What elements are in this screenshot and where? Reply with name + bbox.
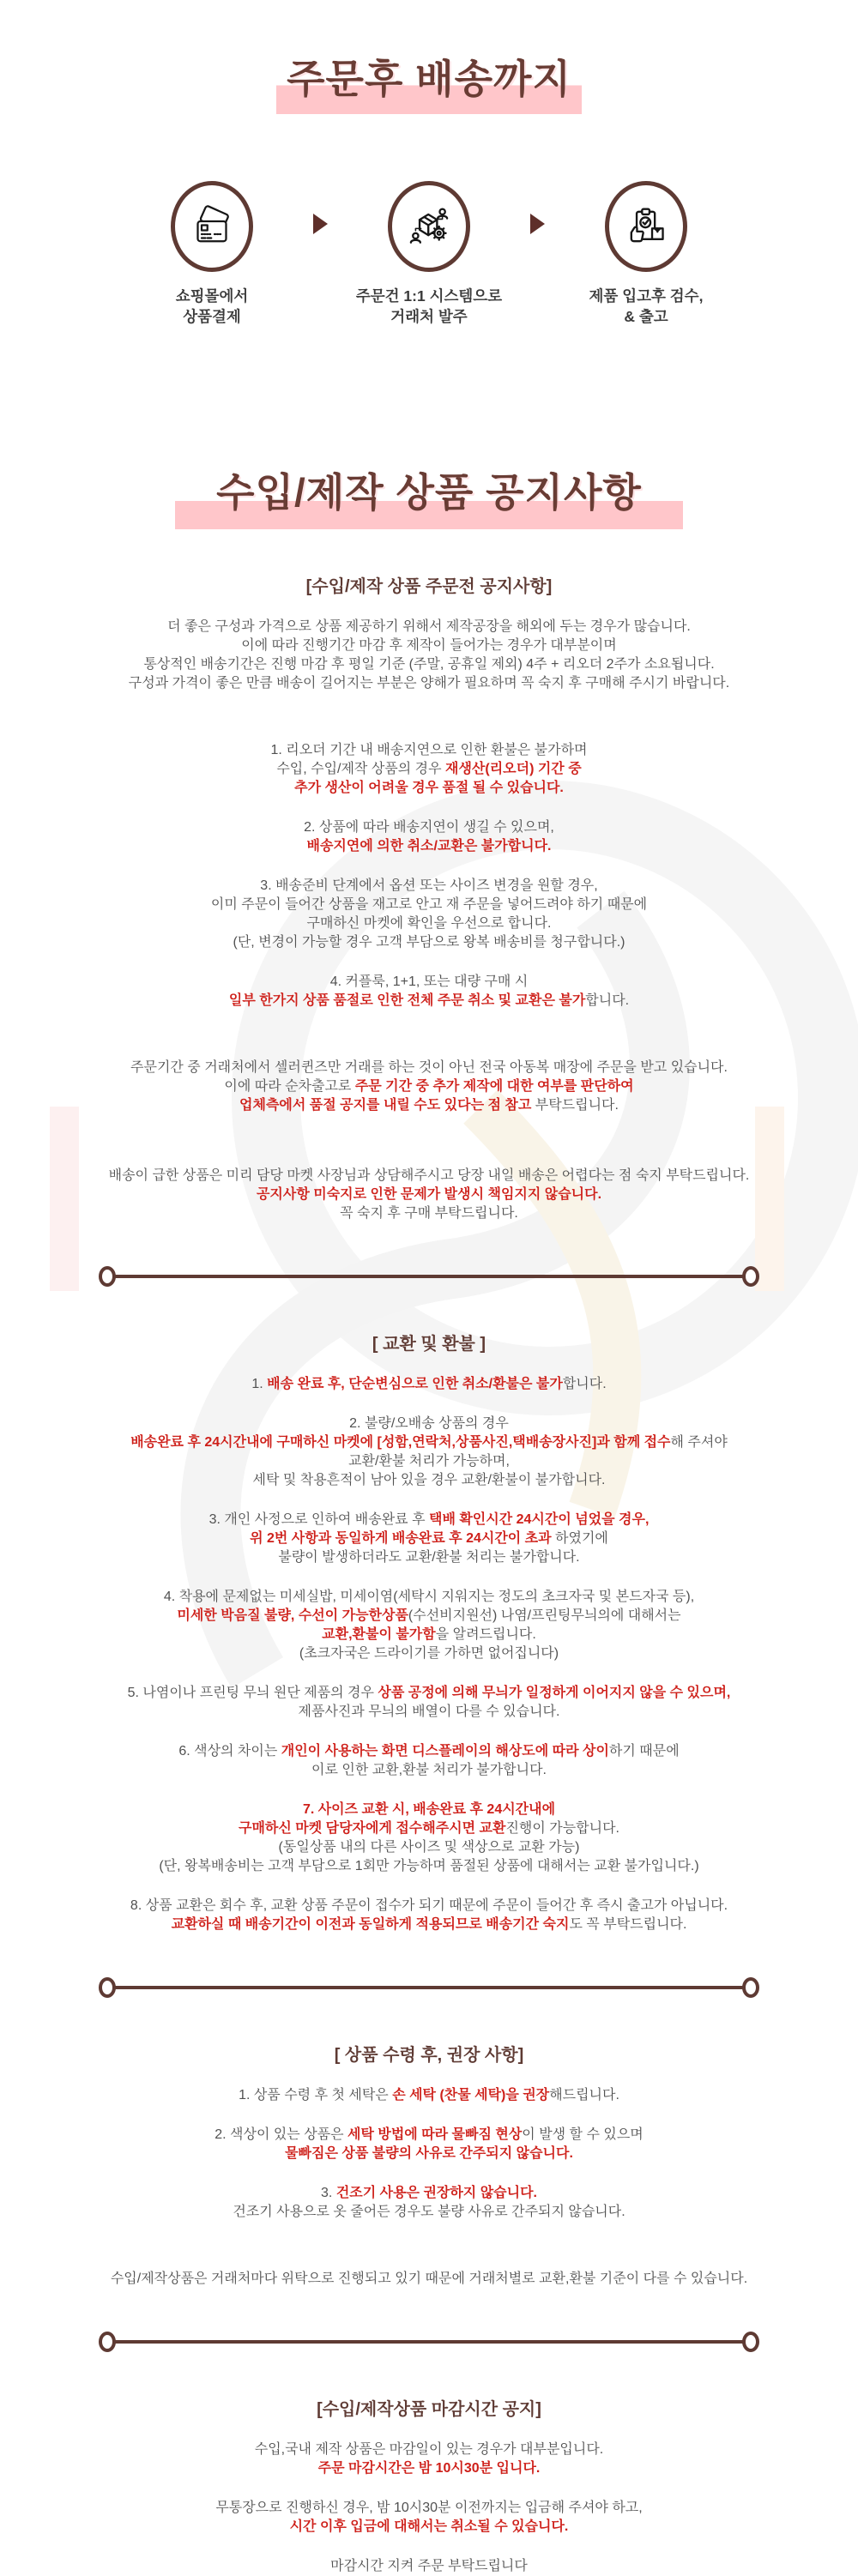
red-emphasis-text: 교환,환불이 불가함 xyxy=(322,1626,436,1642)
body-text: 이에 따라 순차출고로 xyxy=(224,1078,355,1094)
order-system-icon xyxy=(408,205,450,248)
notice-block xyxy=(0,2440,858,2478)
red-emphasis-text: 위 2번 사항과 동일하게 배송완료 후 24시간이 초과 xyxy=(250,1530,552,1546)
notice-line xyxy=(0,1167,858,1185)
notice-line xyxy=(0,1471,858,1490)
notice-line xyxy=(0,1185,858,1204)
notice-line xyxy=(0,655,858,674)
notice-line xyxy=(0,1838,858,1857)
notice-line xyxy=(0,674,858,693)
notice-block xyxy=(0,973,858,1010)
body-text: 6. 색상의 차이는 xyxy=(178,1743,281,1759)
red-emphasis-text: 개인이 사용하는 화면 디스플레이의 해상도에 따라 상이 xyxy=(281,1743,609,1759)
arrow-right-icon xyxy=(530,214,545,234)
notice-line xyxy=(0,818,858,837)
body-text: 5. 나염이나 프린팅 무늬 원단 제품의 경우 xyxy=(127,1685,378,1700)
red-emphasis-text: 재생산(리오더) 기간 중 xyxy=(445,761,582,776)
section-heading: [수입/제작상품 마감시간 공지] xyxy=(317,2399,541,2419)
body-text: 구매하신 마켓에 확인을 우선으로 합니다. xyxy=(306,915,552,931)
body-text: 진행이 가능합니다. xyxy=(505,1820,619,1836)
red-emphasis-text: 일부 한가지 상품 품절로 인한 전체 주문 취소 및 교환은 불가 xyxy=(228,992,586,1008)
section-divider xyxy=(99,1977,759,1998)
body-text: 도 꼭 부탁드립니다. xyxy=(569,1916,687,1932)
notice-block xyxy=(0,1059,858,1115)
red-emphasis-text: 시간 이후 입금에 대해서는 취소될 수 있습니다. xyxy=(289,2519,569,2534)
body-text: 2. 상품에 따라 배송지연이 생길 수 있으며, xyxy=(304,819,554,835)
process-step xyxy=(126,181,298,328)
notice-line xyxy=(0,1761,858,1780)
body-text: 이 발생 할 수 있으며 xyxy=(522,2127,644,2142)
body-text: 불량이 발생하더라도 교환/환불 처리는 불가합니다. xyxy=(278,1549,580,1565)
notice-line xyxy=(0,1819,858,1838)
divider-ring-left xyxy=(99,1977,116,1998)
notice-block xyxy=(0,2557,858,2576)
body-text: 꼭 숙지 후 구매 부탁드립니다. xyxy=(340,1205,518,1221)
body-text: 2. 불량/오배송 상품의 경우 xyxy=(349,1415,509,1431)
notice-section-title-highlight: 수입/제작 상품 공지사항 xyxy=(175,470,683,529)
page-title-highlight: 주문후 배송까지 xyxy=(276,57,582,114)
red-emphasis-text: 공지사항 미숙지로 인한 문제가 발생시 책임지지 않습니다. xyxy=(256,1186,602,1202)
notice-line xyxy=(0,760,858,779)
notice-line xyxy=(0,1684,858,1703)
notice-block xyxy=(0,2126,858,2163)
body-text: (단, 왕복배송비는 고객 부담으로 1회만 가능하며 품절된 상품에 대해서는 교환 불가입니다.) xyxy=(159,1858,699,1873)
notice-line xyxy=(0,896,858,914)
notice-block xyxy=(0,618,858,693)
divider-line xyxy=(114,2340,744,2344)
notice-block xyxy=(0,877,858,952)
red-emphasis-text: 교환하실 때 배송기간이 이전과 동일하게 적용되므로 배송기간 숙지 xyxy=(171,1916,570,1932)
notice-line xyxy=(0,1548,858,1567)
body-text: 부탁드립니다. xyxy=(531,1097,619,1113)
process-step-label: 주문건 1:1 시스템으로 거래처 발주 xyxy=(355,287,503,326)
notice-line xyxy=(0,2203,858,2222)
divider-ring-right xyxy=(742,2332,759,2352)
section-heading: [ 상품 수령 후, 권장 사항] xyxy=(334,2045,524,2065)
notice-block xyxy=(0,2184,858,2222)
body-text: 세탁 및 착용흔적이 남아 있을 경우 교환/환불이 불가합니다. xyxy=(252,1472,606,1487)
notice-line xyxy=(0,2440,858,2459)
process-step-label: 제품 입고후 검수, & 출고 xyxy=(589,287,704,326)
order-process-steps xyxy=(0,181,858,328)
red-emphasis-text: 배송지연에 의한 취소/교환은 불가합니다. xyxy=(306,838,552,854)
notice-line xyxy=(0,837,858,856)
body-text: 통상적인 배송기간은 진행 마감 후 평일 기준 (주말, 공휴일 제외) 4주 + 리오더 2주가 소요됩니다. xyxy=(143,656,715,672)
notice-line xyxy=(0,1096,858,1115)
notice-line xyxy=(0,1415,858,1433)
body-text: 합니다. xyxy=(585,992,630,1008)
notice-line xyxy=(0,1626,858,1644)
body-text: 1. xyxy=(251,1376,268,1391)
body-text: 1. 상품 수령 후 첫 세탁은 xyxy=(239,2087,393,2102)
notice-line xyxy=(0,1375,858,1394)
body-text: (초크자국은 드라이기를 가하면 없어집니다) xyxy=(299,1645,559,1661)
process-step-circle xyxy=(388,181,470,272)
body-text: 2. 색상이 있는 상품은 xyxy=(214,2127,348,2142)
process-step-circle xyxy=(605,181,687,272)
arrow-right-icon xyxy=(313,214,328,234)
notice-block xyxy=(0,1415,858,1490)
body-text: 4. 착용에 문제없는 미세실밥, 미세이염(세탁시 지워지는 정도의 초크자국 및 본드자국 등), xyxy=(163,1589,695,1604)
process-step-label: 쇼핑몰에서 상품결제 xyxy=(175,287,249,326)
notice-block xyxy=(0,1742,858,1780)
notice-line xyxy=(0,2518,858,2537)
notice-line xyxy=(0,618,858,636)
red-emphasis-text: 세탁 방법에 따라 물빠짐 현상 xyxy=(347,2127,523,2142)
notice-block xyxy=(0,818,858,856)
notice-block xyxy=(0,1167,858,1223)
divider-line xyxy=(114,1275,744,1278)
notice-line xyxy=(0,1644,858,1663)
body-text: 이로 인한 교환,환불 처리가 불가합니다. xyxy=(311,1762,547,1777)
notice-line xyxy=(0,779,858,798)
body-text: 해 주셔야 xyxy=(670,1434,728,1450)
red-emphasis-text: 구매하신 마켓 담당자에게 접수해주시면 교환 xyxy=(239,1820,506,1836)
notice-block xyxy=(0,1801,858,1876)
notice-line xyxy=(0,1204,858,1223)
notice-line xyxy=(0,2459,858,2478)
notice-line xyxy=(0,1897,858,1915)
notice-block xyxy=(0,2270,858,2289)
body-text: 교환/환불 처리가 가능하며, xyxy=(348,1453,510,1469)
divider-ring-right xyxy=(742,1266,759,1287)
notice-line xyxy=(0,1915,858,1934)
notice-line xyxy=(0,1059,858,1077)
notice-block xyxy=(0,2499,858,2537)
notice-line xyxy=(0,2086,858,2105)
notice-line xyxy=(0,1588,858,1607)
page-title xyxy=(0,0,858,102)
red-emphasis-text: 배송완료 후 24시간내에 구매하신 마켓에 [성함,연락처,상품사진,택배송장사진]과 함께 접수 xyxy=(130,1434,671,1450)
notice-section-title xyxy=(0,470,858,516)
notice-line xyxy=(0,1703,858,1722)
body-text: 3. 개인 사정으로 인하여 배송완료 후 xyxy=(208,1511,429,1527)
notice-line xyxy=(0,2145,858,2163)
body-text: (동일상품 내의 다른 사이즈 및 색상으로 교환 가능) xyxy=(278,1839,580,1855)
notice-line xyxy=(0,741,858,760)
notice-block xyxy=(0,1897,858,1934)
notice-line xyxy=(0,933,858,952)
notice-line xyxy=(0,914,858,933)
red-emphasis-text: 미세한 박음질 불량, 수선이 가능한상품 xyxy=(177,1608,408,1623)
red-emphasis-text: 건조기 사용은 권장하지 않습니다. xyxy=(335,2185,537,2200)
red-emphasis-text: 택배 확인시간 24시간이 넘었을 경우, xyxy=(428,1511,650,1527)
notice-line xyxy=(0,1857,858,1876)
body-text: 무통장으로 진행하신 경우, 밤 10시30분 이전까지는 입금해 주셔야 하고, xyxy=(215,2500,643,2515)
body-text: 배송이 급한 상품은 미리 담당 마켓 사장님과 상담해주시고 당장 내일 배송은 어렵다는 점 숙지 부탁드립니다. xyxy=(108,1167,750,1183)
body-text: 해드립니다. xyxy=(549,2087,619,2102)
body-text: (단, 변경이 가능할 경우 고객 부담으로 왕복 배송비를 청구합니다.) xyxy=(233,934,625,950)
red-emphasis-text: 7. 사이즈 교환 시, 배송완료 후 24시간내에 xyxy=(302,1801,556,1817)
notice-block xyxy=(0,1684,858,1722)
body-text: 합니다. xyxy=(562,1376,607,1391)
red-emphasis-text: 업체측에서 품절 공지를 내릴 수도 있다는 점 참고 xyxy=(239,1097,532,1113)
notice-line xyxy=(0,2499,858,2518)
notice-line xyxy=(0,1801,858,1819)
body-text: 구성과 가격이 좋은 만큼 배송이 길어지는 부분은 양해가 필요하며 꼭 숙지 후 구매해 주시기 바랍니다. xyxy=(128,675,730,691)
notice-line xyxy=(0,2270,858,2289)
body-text: 3. 배송준비 단계에서 옵션 또는 사이즈 변경을 원할 경우, xyxy=(260,878,598,893)
notice-line xyxy=(0,1529,858,1548)
body-text: 수입, 수입/제작 상품의 경우 xyxy=(276,761,446,776)
notice-line xyxy=(0,2126,858,2145)
red-emphasis-text: 배송 완료 후, 단순변심으로 인한 취소/환불은 불가 xyxy=(267,1376,563,1391)
notice-line xyxy=(0,1511,858,1529)
notice-body xyxy=(0,572,858,2576)
notice-line xyxy=(0,1433,858,1452)
body-text: 마감시간 지켜 주문 부탁드립니다 xyxy=(330,2558,528,2573)
process-step xyxy=(560,181,732,328)
body-text: 1. 리오더 기간 내 배송지연으로 인한 환불은 불가하며 xyxy=(270,742,588,757)
divider-ring-left xyxy=(99,1266,116,1287)
body-text: 4. 커플룩, 1+1, 또는 대량 구매 시 xyxy=(329,974,529,989)
red-emphasis-text: 물빠짐은 상품 불량의 사유로 간주되지 않습니다. xyxy=(285,2145,573,2161)
body-text: 이미 주문이 들어간 상품을 재고로 안고 재 주문을 넣어드려야 하기 때문에 xyxy=(210,896,648,912)
body-text: 을 알려드립니다. xyxy=(435,1626,536,1642)
red-emphasis-text: 상품 공정에 의해 무늬가 일정하게 이어지지 않을 수 있으며, xyxy=(378,1685,731,1700)
body-text: 수입,국내 제작 상품은 마감일이 있는 경우가 대부분입니다. xyxy=(254,2441,604,2457)
body-text: 수입/제작상품은 거래처마다 위탁으로 진행되고 있기 때문에 거래처별로 교환,환불 기준이 다를 수 있습니다. xyxy=(110,2271,748,2286)
notice-line xyxy=(0,1607,858,1626)
body-text: 이에 따라 진행기간 마감 후 제작이 들어가는 경우가 대부분이며 xyxy=(241,637,617,653)
notice-line xyxy=(0,1452,858,1471)
body-text: 주문기간 중 거래처에서 셀러퀸즈만 거래를 하는 것이 아닌 전국 아동복 매장에 주문을 받고 있습니다. xyxy=(130,1059,728,1075)
notice-block xyxy=(0,1588,858,1663)
notice-block xyxy=(0,1511,858,1567)
credit-card-icon xyxy=(191,206,233,247)
section-heading: [수입/제작 상품 주문전 공지사항] xyxy=(305,576,553,596)
section-heading: [ 교환 및 환불 ] xyxy=(372,1334,486,1354)
notice-line xyxy=(0,2184,858,2203)
inspection-icon xyxy=(625,205,668,248)
notice-line xyxy=(0,877,858,896)
section-divider xyxy=(99,1266,759,1287)
notice-line xyxy=(0,1077,858,1096)
notice-line xyxy=(0,2557,858,2576)
section-divider xyxy=(99,2332,759,2352)
process-step-circle xyxy=(171,181,253,272)
notice-line xyxy=(0,992,858,1010)
body-text: 건조기 사용으로 옷 줄어든 경우도 불량 사유로 간주되지 않습니다. xyxy=(233,2204,625,2219)
notice-block xyxy=(0,741,858,798)
process-step xyxy=(343,181,515,328)
body-text: 하였기에 xyxy=(551,1530,608,1546)
notice-line xyxy=(0,636,858,655)
notice-block xyxy=(0,2086,858,2105)
body-text: (수선비지원선) 나염/프린팅무늬의에 대해서는 xyxy=(408,1608,681,1623)
divider-line xyxy=(114,1986,744,1989)
divider-ring-right xyxy=(742,1977,759,1998)
body-text: 더 좋은 구성과 가격으로 상품 제공하기 위해서 제작공장을 해외에 두는 경우가 많습니다. xyxy=(167,618,691,634)
red-emphasis-text: 주문 마감시간은 밤 10시30분 입니다. xyxy=(317,2460,541,2476)
red-emphasis-text: 손 세탁 (찬물 세탁)을 권장 xyxy=(392,2087,550,2102)
notice-line xyxy=(0,973,858,992)
divider-ring-left xyxy=(99,2332,116,2352)
red-emphasis-text: 추가 생산이 어려울 경우 품절 될 수 있습니다. xyxy=(294,780,564,795)
body-text: 3. xyxy=(321,2185,336,2200)
body-text: 하기 때문에 xyxy=(608,1743,680,1759)
red-emphasis-text: 주문 기간 중 추가 제작에 대한 여부를 판단하여 xyxy=(354,1078,634,1094)
notice-line xyxy=(0,1742,858,1761)
body-text: 8. 상품 교환은 회수 후, 교환 상품 주문이 접수가 되기 때문에 주문이 들어간 후 즉시 출고가 아닙니다. xyxy=(130,1897,728,1913)
body-text: 제품사진과 무늬의 배열이 다를 수 있습니다. xyxy=(298,1704,560,1719)
notice-block xyxy=(0,1375,858,1394)
